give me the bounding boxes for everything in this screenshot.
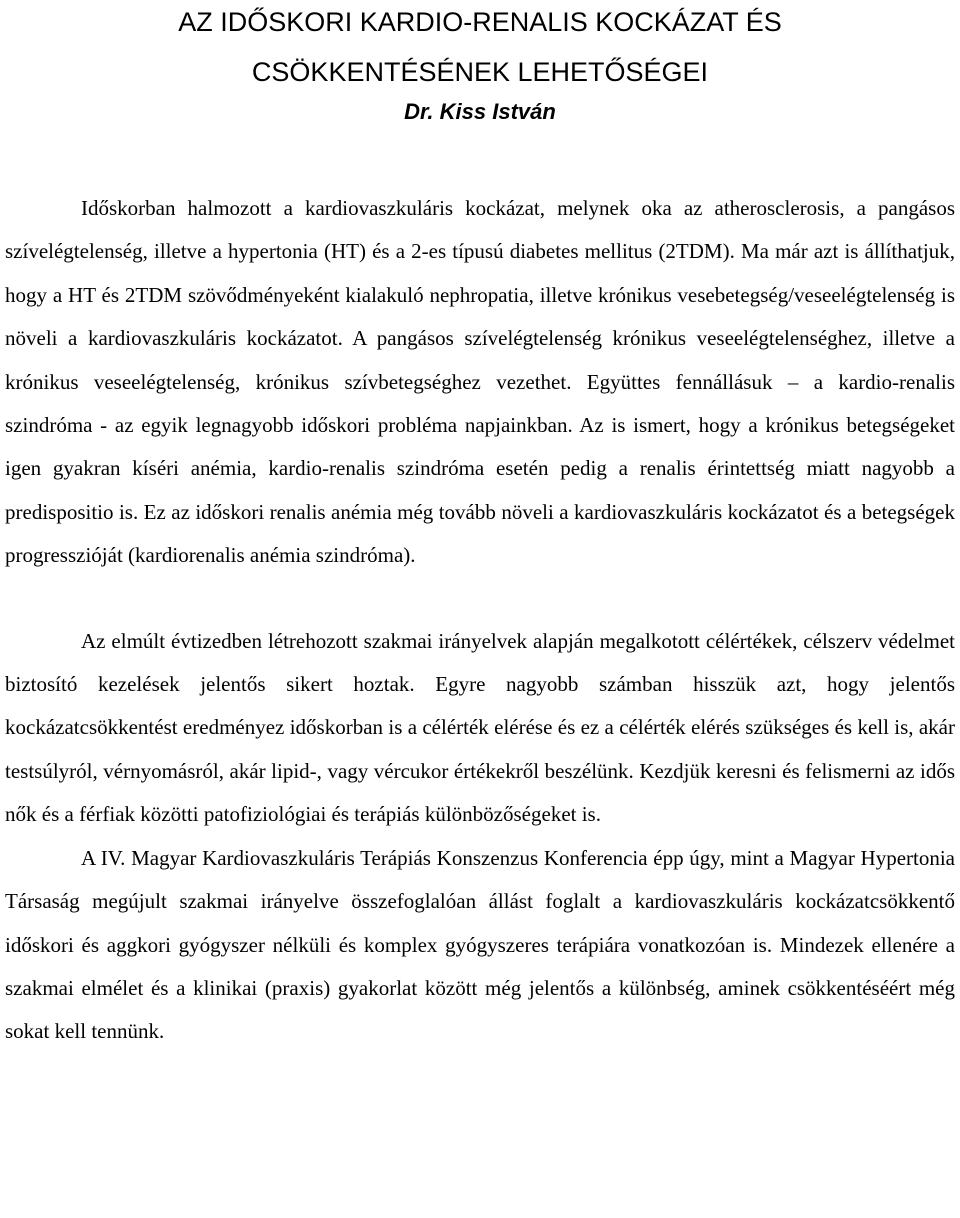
paragraph-1: Időskorban halmozott a kardiovaszkuláris kockázat, melynek oka az atherosclerosis, a pangásos szívelégtelenség, illetve a hypertonia (HT) és a 2-es típusú diabetes mellitus (2TDM). Ma már azt is állíthatjuk, hogy a HT és 2TDM szövődményeként kialakuló nephropatia, illetve krónikus vesebetegség/veseelégtelenség is növeli a kardiovaszkuláris kockázatot. A pangásos szívelégtelenség krónikus veseelégtelenséghez, illetve a krónikus veseelégtelenség, krónikus szívbetegséghez vezethet. Együttes fennállásuk – a kardio-renalis szindróma - az egyik legnagyobb időskori probléma napjainkban. Az is ismert, hogy a krónikus betegségeket igen gyakran kíséri anémia, kardio-renalis szindróma esetén pedig a renalis érintettség miatt nagyobb a predispositio is. Ez az időskori renalis anémia még tovább növeli a kardiovaszkuláris kockázatot és a betegségek progresszióját (kardiorenalis anémia szindróma). bbox=[5, 196, 955, 568]
document-title bbox=[5, 0, 955, 97]
title-line-1: AZ IDŐSKORI KARDIO-RENALIS KOCKÁZAT ÉS bbox=[178, 7, 782, 37]
author-name: Dr. Kiss István bbox=[404, 99, 556, 124]
paragraph-2: Az elmúlt évtizedben létrehozott szakmai irányelvek alapján megalkotott célértékek, célszerv védelmet biztosító kezelések jelentős sikert hoztak. Egyre nagyobb számban hisszük azt, hogy jelentős kockázatcsökkentést eredményez időskorban is a célérték elérése és ez a célérték elérés szükséges és kell is, akár testsúlyról, vérnyomásról, akár lipid-, vagy vércukor értékekről beszélünk. Kezdjük keresni és felismerni az idős nők és a férfiak közötti patofiziológiai és terápiás különbözőségeket is. bbox=[5, 628, 955, 827]
paragraph-3: A IV. Magyar Kardiovaszkuláris Terápiás Konszenzus Konferencia épp úgy, mint a Magyar Hypertonia Társaság megújult szakmai irányelve összefoglalóan állást foglalt a kardiovaszkuláris kockázatcsökkentő időskori és aggkori gyógyszer nélküli és komplex gyógyszeres terápiára vonatkozóan is. Mindezek ellenére a szakmai elmélet és a klinikai (praxis) gyakorlat között még jelentős a különbség, aminek csökkentéséért még sokat kell tennünk. bbox=[5, 845, 955, 1044]
document-page bbox=[5, 0, 955, 1054]
title-line-2: CSÖKKENTÉSÉNEK LEHETŐSÉGEI bbox=[251, 57, 709, 87]
